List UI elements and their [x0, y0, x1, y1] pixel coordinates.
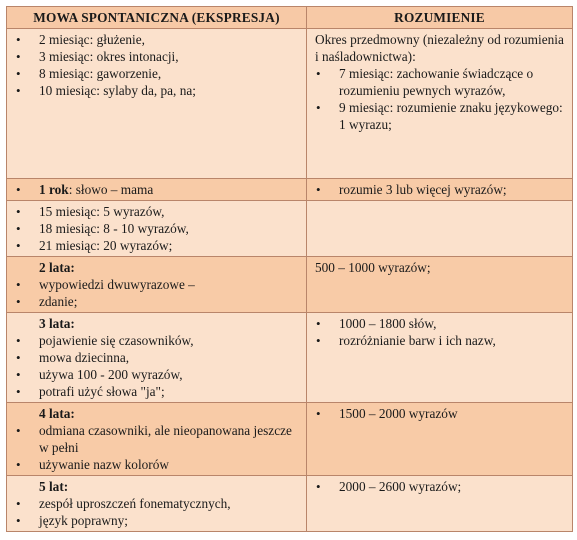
table-row	[7, 257, 573, 313]
age-heading: 5 lat:	[39, 479, 69, 494]
list-item: • mowa dziecinna,	[13, 349, 300, 366]
expression-cell	[7, 313, 307, 403]
expression-list	[13, 422, 300, 473]
comprehension-list	[313, 181, 566, 198]
table-row	[7, 201, 573, 257]
expression-list	[13, 181, 300, 198]
list-item: • rozróżnianie barw i ich nazw,	[313, 332, 566, 349]
list-item: • odmiana czasowniki, ale nieopanowana jeszcze w pełni	[13, 422, 300, 456]
comprehension-list	[313, 315, 566, 349]
expression-cell	[7, 403, 307, 476]
age-detail: : słowo – mama	[68, 182, 154, 197]
list-item: • zdanie;	[13, 293, 300, 310]
list-item: • pojawienie się czasowników,	[13, 332, 300, 349]
comprehension-cell	[307, 179, 573, 201]
table-row	[7, 29, 573, 179]
list-item: • 9 miesiąc: rozumienie znaku językowego: 1 wyrazu;	[313, 99, 566, 133]
expression-cell	[7, 476, 307, 532]
list-item: • 1500 – 2000 wyrazów	[313, 405, 566, 422]
table-row	[7, 179, 573, 201]
header-comprehension: ROZUMIENIE	[307, 7, 573, 29]
list-item: • 18 miesiąc: 8 - 10 wyrazów,	[13, 220, 300, 237]
comprehension-cell	[307, 201, 573, 257]
expression-list	[13, 495, 300, 529]
expression-list	[13, 276, 300, 310]
age-heading: 2 lata:	[39, 260, 75, 275]
comprehension-cell	[307, 29, 573, 179]
list-item: • język poprawny;	[13, 512, 300, 529]
expression-cell	[7, 179, 307, 201]
expression-list	[13, 203, 300, 254]
comprehension-cell	[307, 476, 573, 532]
list-item: • zespół uproszczeń fonematycznych,	[13, 495, 300, 512]
list-item: • 21 miesiąc: 20 wyrazów;	[13, 237, 300, 254]
list-item: • potrafi użyć słowa "ja";	[13, 383, 300, 400]
list-item: • 3 miesiąc: okres intonacji,	[13, 48, 300, 65]
comprehension-note: Okres przedmowny (niezależny od rozumienia i naśladownictwa):	[315, 32, 564, 64]
expression-cell	[7, 29, 307, 179]
expression-cell	[7, 201, 307, 257]
list-item	[13, 181, 300, 198]
table-row	[7, 476, 573, 532]
development-table	[6, 6, 573, 532]
list-item: • używa 100 - 200 wyrazów,	[13, 366, 300, 383]
comprehension-list	[313, 65, 566, 133]
expression-cell	[7, 257, 307, 313]
list-item: • 2 miesiąc: głużenie,	[13, 31, 300, 48]
comprehension-cell	[307, 257, 573, 313]
comprehension-list	[313, 478, 566, 495]
comprehension-cell	[307, 403, 573, 476]
age-label: 1 rok	[39, 182, 69, 197]
comprehension-list	[313, 405, 566, 422]
age-heading: 3 lata:	[39, 316, 75, 331]
list-item: • 7 miesiąc: zachowanie świadczące o rozumieniu pewnych wyrazów,	[313, 65, 566, 99]
list-item: • wypowiedzi dwuwyrazowe –	[13, 276, 300, 293]
list-item: • 1000 – 1800 słów,	[313, 315, 566, 332]
header-expression: MOWA SPONTANICZNA (EKSPRESJA)	[7, 7, 307, 29]
age-heading: 4 lata:	[39, 406, 75, 421]
list-item: • 8 miesiąc: gaworzenie,	[13, 65, 300, 82]
list-item: • 2000 – 2600 wyrazów;	[313, 478, 566, 495]
table-row	[7, 403, 573, 476]
list-item: • używanie nazw kolorów	[13, 456, 300, 473]
list-item: • 10 miesiąc: sylaby da, pa, na;	[13, 82, 300, 99]
list-item: • 15 miesiąc: 5 wyrazów,	[13, 203, 300, 220]
comprehension-cell	[307, 313, 573, 403]
expression-list	[13, 332, 300, 400]
table-row	[7, 313, 573, 403]
header-row	[7, 7, 573, 29]
expression-list	[13, 31, 300, 99]
list-item: • rozumie 3 lub więcej wyrazów;	[313, 181, 566, 198]
comprehension-note: 500 – 1000 wyrazów;	[315, 260, 431, 275]
